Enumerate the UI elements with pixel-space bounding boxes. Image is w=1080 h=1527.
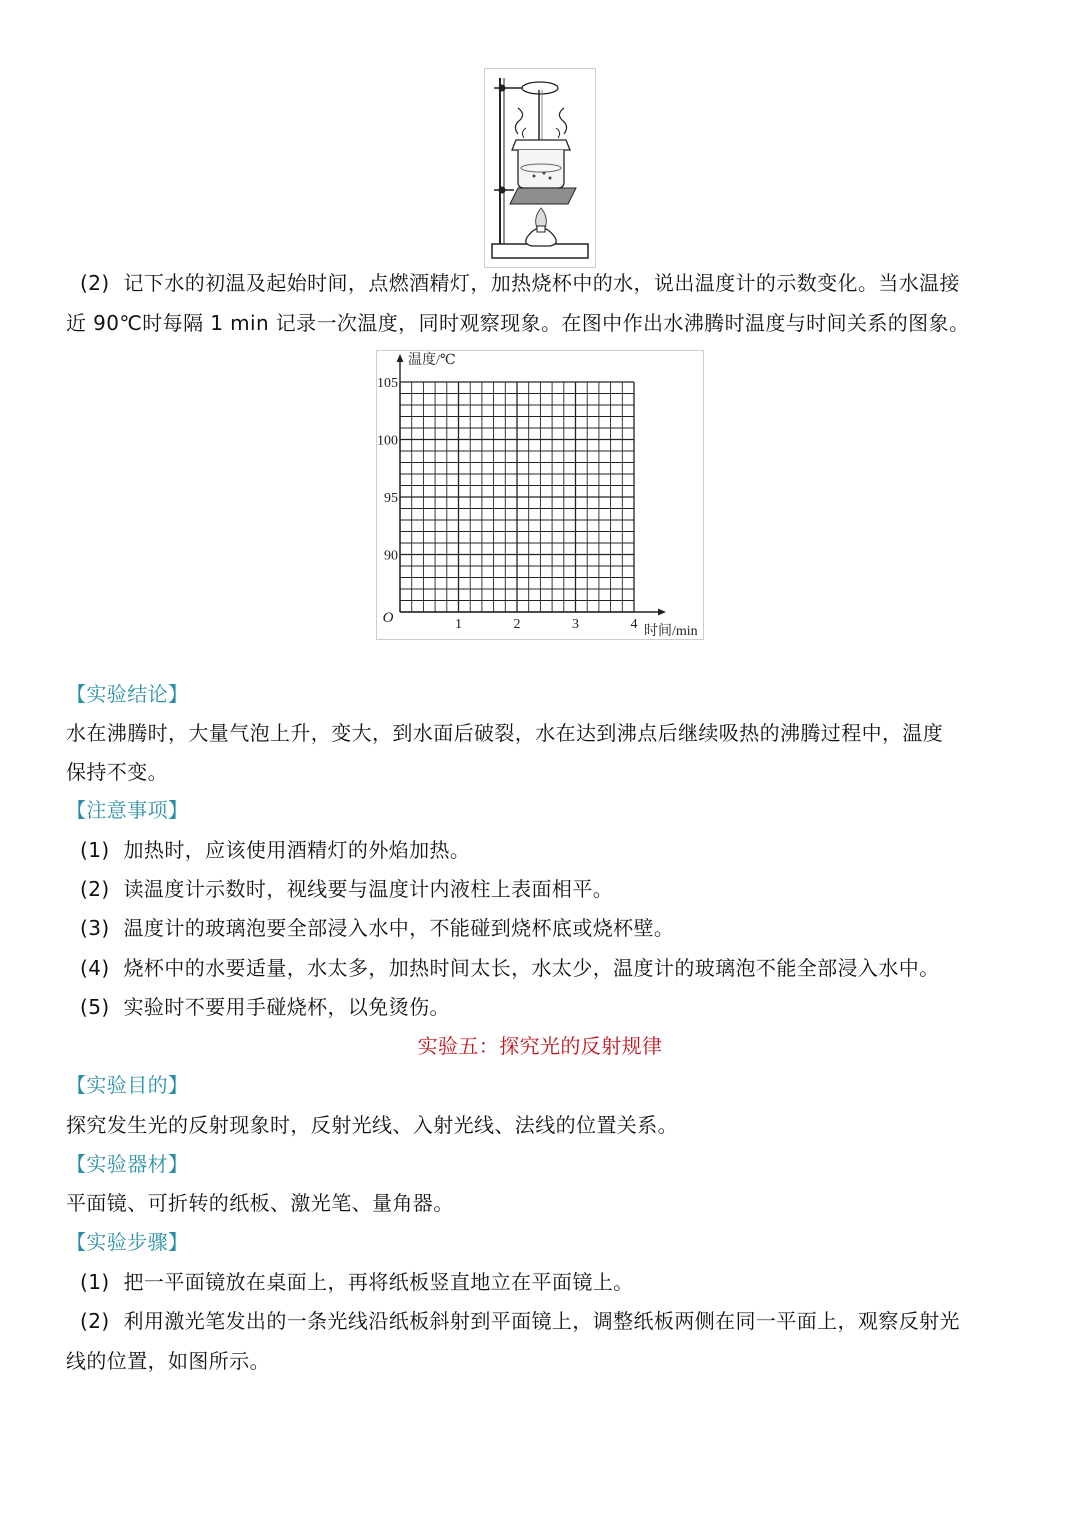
notes-heading: 【注意事项】 (66, 798, 189, 822)
steps-item-number: (2) (80, 1309, 110, 1333)
y-tick-label: 105 (377, 376, 398, 391)
notes-item (80, 837, 470, 863)
materials-text: 平面镜、可折转的纸板、激光笔、量角器。 (66, 1191, 454, 1215)
notes-item-text: 烧杯中的水要适量，水太多，加热时间太长，水太少，温度计的玻璃泡不能全部浸入水中。 (123, 956, 940, 980)
conclusion-line2: 保持不变。 (66, 760, 168, 784)
step2-text: 记下水的初温及起始时间，点燃酒精灯，加热烧杯中的水，说出温度计的示数变化。当水温接 (123, 271, 960, 295)
y-tick-label: 100 (377, 433, 398, 449)
materials-heading: 【实验器材】 (66, 1152, 189, 1176)
steps-item-text: 把一平面镜放在桌面上，再将纸板竖直地立在平面镜上。 (123, 1270, 634, 1294)
notes-item-number: (5) (80, 995, 110, 1019)
x-axis-title: 时间/min (644, 624, 698, 639)
chart-grid (400, 382, 634, 612)
steps-item (80, 1308, 960, 1334)
steps-item-text: 利用激光笔发出的一条光线沿纸板斜射到平面镜上，调整纸板两侧在同一平面上，观察反射光 (123, 1309, 960, 1333)
conclusion-heading: 【实验结论】 (66, 682, 189, 706)
x-tick-label: 4 (630, 617, 638, 632)
notes-item (80, 994, 450, 1020)
y-tick-label: 95 (384, 491, 398, 506)
purpose-text: 探究发生光的反射现象时，反射光线、入射光线、法线的位置关系。 (66, 1113, 678, 1137)
steps-item-number: (1) (80, 1270, 110, 1294)
y-axis-title: 温度/℃ (408, 353, 456, 368)
y-tick-label: 90 (384, 548, 398, 564)
notes-item (80, 955, 940, 981)
x-tick-label: 1 (455, 617, 462, 632)
origin-label: O (382, 610, 394, 626)
steps-item (80, 1269, 634, 1295)
purpose-heading: 【实验目的】 (66, 1073, 189, 1097)
notes-item-text: 加热时，应该使用酒精灯的外焰加热。 (123, 838, 471, 862)
conclusion-line1: 水在沸腾时，大量气泡上升，变大，到水面后破裂，水在达到沸点后继续吸热的沸腾过程中，温度 (66, 721, 944, 745)
notes-item-number: (1) (80, 838, 110, 862)
notes-item (80, 915, 674, 941)
step2-line1 (80, 270, 960, 296)
temperature-time-chart (376, 350, 704, 640)
experiment5-title: 实验五：探究光的反射规律 (417, 1034, 663, 1058)
notes-item-number: (3) (80, 916, 110, 940)
x-tick-label: 2 (513, 617, 521, 632)
step2-number: (2) (80, 271, 110, 295)
notes-item-text: 温度计的玻璃泡要全部浸入水中，不能碰到烧杯底或烧杯壁。 (123, 916, 675, 940)
steps-item-continuation: 线的位置，如图所示。 (66, 1349, 270, 1373)
notes-item-text: 实验时不要用手碰烧杯，以免烫伤。 (123, 995, 450, 1019)
notes-item (80, 876, 613, 902)
apparatus-figure (484, 68, 596, 268)
notes-item-number: (2) (80, 877, 110, 901)
notes-item-text: 读温度计示数时，视线要与温度计内液柱上表面相平。 (123, 877, 614, 901)
notes-item-number: (4) (80, 956, 110, 980)
x-tick-label: 3 (572, 617, 579, 632)
step2-line2: 近 90℃时每隔 1 min 记录一次温度，同时观察现象。在图中作出水沸腾时温度与时间关系的图象。 (66, 311, 970, 335)
steps-heading: 【实验步骤】 (66, 1230, 189, 1254)
